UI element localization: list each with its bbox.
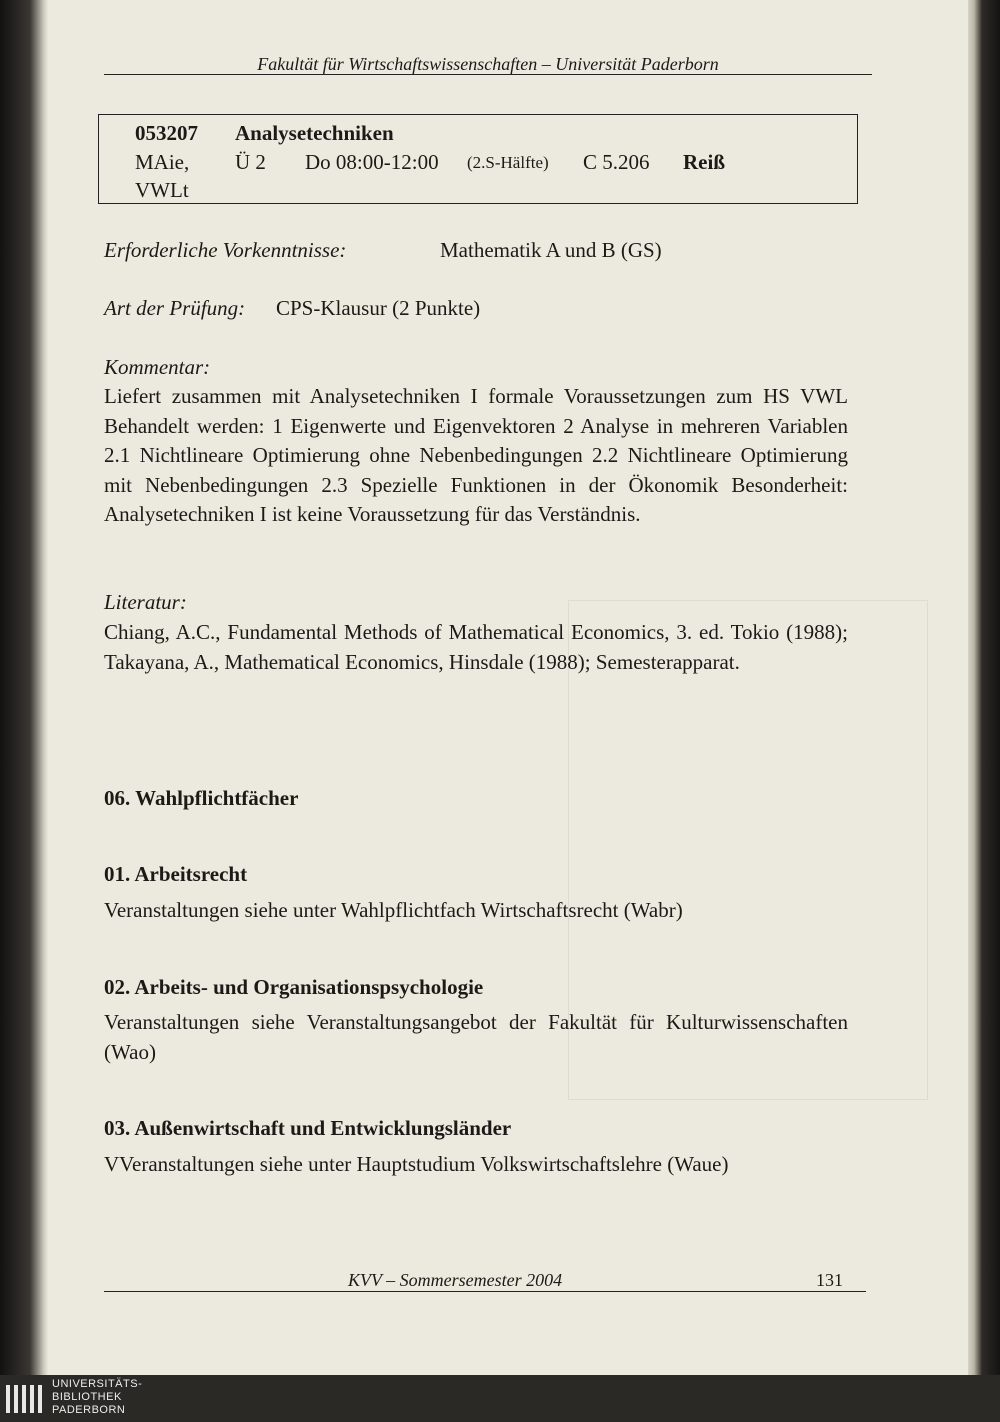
course-lecturer: Reiß: [683, 150, 725, 174]
page-number: 131: [816, 1270, 843, 1290]
prerequisites-label: Erforderliche Vorkenntnisse:: [104, 238, 347, 262]
section-heading-wahlpflicht: 06. Wahlpflichtfächer: [104, 786, 299, 810]
scan-right-edge: [968, 0, 1000, 1375]
course-period: (2.S-Hälfte): [467, 153, 549, 172]
course-type: Ü 2: [235, 150, 266, 174]
library-logo-icon: [4, 1381, 46, 1417]
course-program: MAie,: [135, 150, 190, 174]
exam-value: CPS-Klausur (2 Punkte): [276, 296, 481, 320]
section-text-aussenwirtschaft: VVeranstaltungen siehe unter Hauptstudium Volkswirtschaftslehre (Waue): [104, 1152, 729, 1176]
prerequisites-value: Mathematik A und B (GS): [440, 238, 662, 262]
exam-label: Art der Prüfung:: [104, 296, 246, 320]
section-text-organisationspsychologie: Veranstaltungen siehe Veranstaltungsangebot der Fakultät für Kulturwissenschaften (Wao): [104, 1010, 848, 1064]
document-page: [48, 0, 968, 1375]
footer-rule: [104, 1291, 866, 1292]
section-heading-organisationspsychologie: 02. Arbeits- und Organisationspsychologie: [104, 975, 484, 999]
comment-text: Liefert zusammen mit Analysetechniken I formale Voraussetzungen zum HS VWL Behandelt werden: 1 Eigenwerte und Eigenvektoren 2 Analyse in mehreren Variablen 2.1 Nichtlineare Optimierung ohne Nebenbedingungen 2.2 Nichtlineare Optimierung mit Nebenbedingungen 2.3 Spezielle Funktionen in der Ökonomik Besonderheit: Analysetechniken I ist keine Voraussetzung für das Verständnis.: [104, 384, 848, 527]
section-heading-arbeitsrecht: 01. Arbeitsrecht: [104, 862, 248, 886]
section-text-arbeitsrecht: Veranstaltungen siehe unter Wahlpflichtfach Wirtschaftsrecht (Wabr): [104, 898, 683, 922]
page-header: Fakultät für Wirtschaftswissenschaften – Universität Paderborn: [257, 54, 719, 74]
scan-left-edge: [0, 0, 48, 1375]
course-title: Analysetechniken: [235, 121, 394, 145]
literature-text: Chiang, A.C., Fundamental Methods of Mathematical Economics, 3. ed. Tokio (1988); Takayana, A., Mathematical Economics, Hinsdale (1988); Semesterapparat.: [104, 620, 848, 674]
course-number: 053207: [135, 121, 198, 145]
comment-label: Kommentar:: [104, 355, 211, 379]
library-bar: [0, 1375, 1000, 1422]
header-rule: [104, 74, 872, 75]
library-label: UNIVERSITÄTS- BIBLIOTHEK PADERBORN: [52, 1378, 143, 1416]
literature-label: Literatur:: [104, 590, 187, 614]
footer-title: KVV – Sommersemester 2004: [348, 1270, 563, 1290]
section-heading-aussenwirtschaft: 03. Außenwirtschaft und Entwicklungsländer: [104, 1116, 512, 1140]
course-time: Do 08:00-12:00: [305, 150, 439, 174]
course-room: C 5.206: [583, 150, 650, 174]
course-program-2: VWLt: [135, 178, 189, 202]
course-box: [98, 114, 858, 204]
